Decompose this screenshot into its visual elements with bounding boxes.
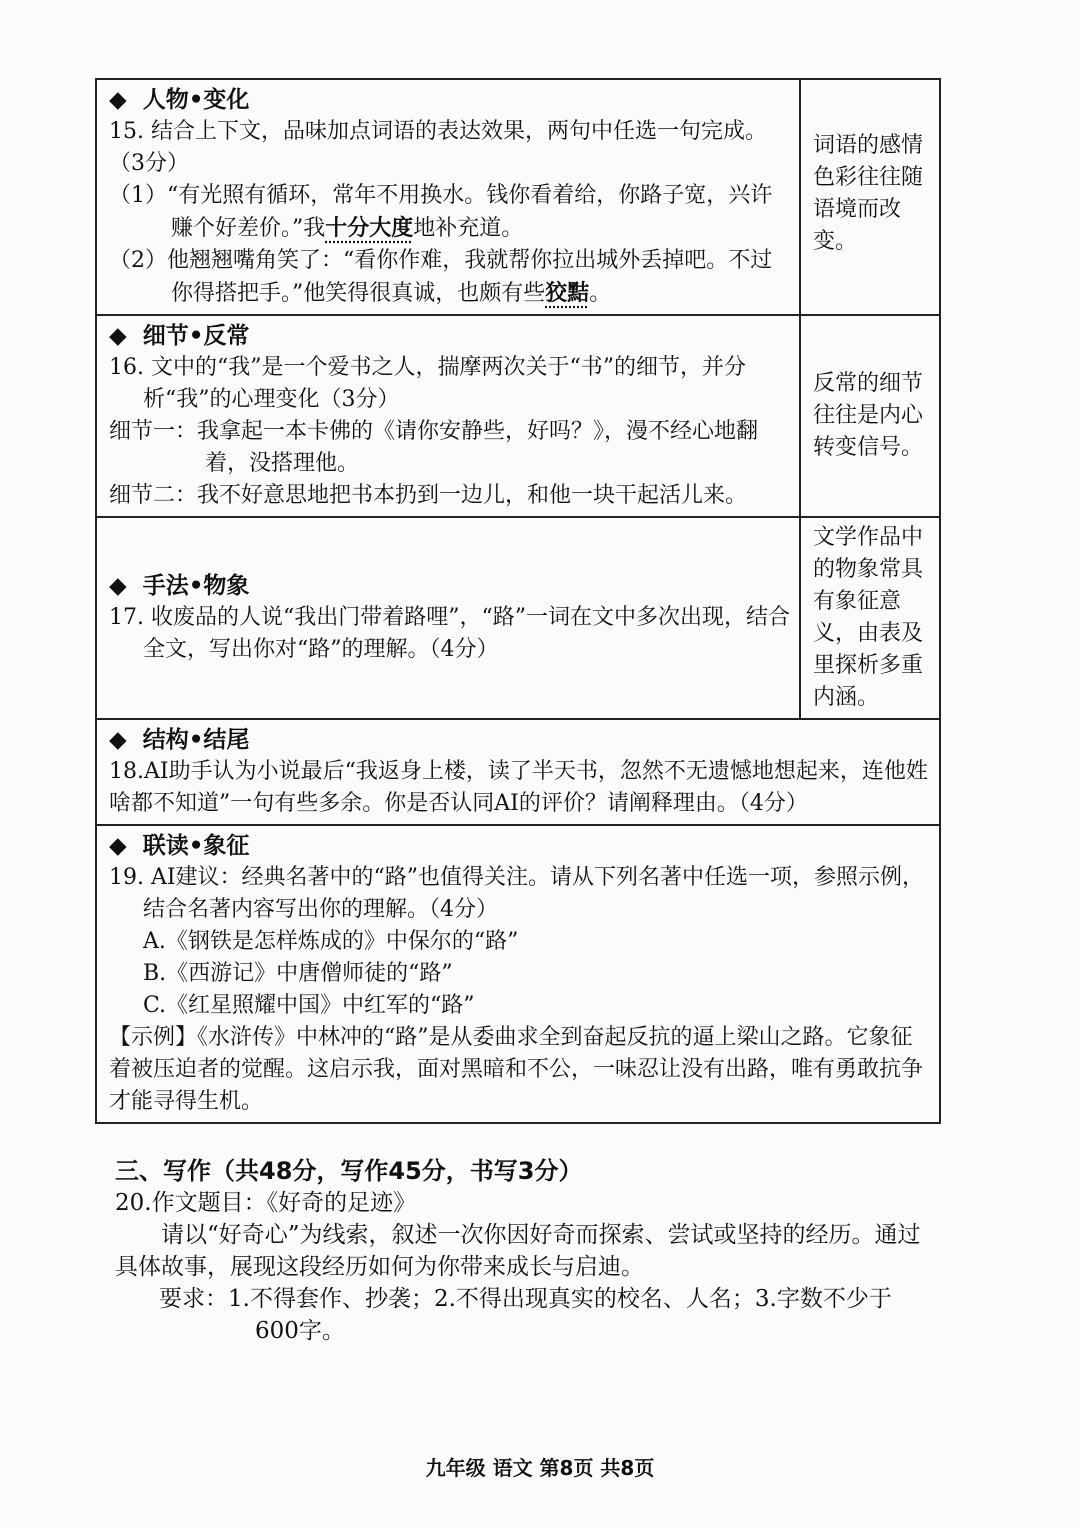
- section-19-row: [97, 824, 939, 1122]
- section-heading: ◆ 人物•变化: [109, 87, 250, 113]
- section-heading: ◆ 联读•象征: [109, 833, 250, 859]
- question-15: 15. 结合上下文，品味加点词语的表达效果，两句中任选一句完成。（3分）: [109, 119, 767, 176]
- question-18: 18.AI助手认为小说最后“我返身上楼，读了半天书，忽然不无遗憾地想起来，连他姓啥都不知道”一句有些多余。你是否认同AI的评价？请阐释理由。（4分）: [109, 759, 928, 816]
- option-b: B.《西游记》中唐僧师徒的“路”: [143, 961, 453, 986]
- writing-topic: 20.作文题目：《好奇的足迹》: [115, 1190, 417, 1216]
- section-16-main: [97, 316, 799, 516]
- question-16: 16. 文中的“我”是一个爱书之人，揣摩两次关于“书”的细节，并分析“我”的心理变化（3分）: [109, 355, 746, 412]
- question-16-detail-2: 细节二：我不好意思地把书本扔到一边儿，和他一块干起活儿来。: [109, 483, 748, 508]
- dotted-word: 狡黠: [545, 280, 590, 306]
- option-a: A.《钢铁是怎样炼成的》中保尔的“路”: [143, 929, 519, 954]
- diamond-icon: ◆: [109, 323, 127, 349]
- question-15-item-2: （2）他翘翘嘴角笑了：“看你作难，我就帮你拉出城外丢掉吧。不过你得搭把手。”他笑得很真诚，也颇有些狡黠。: [109, 248, 773, 306]
- question-15-item-1: （1）“有光照有循环，常年不用换水。钱你看着给，你路子宽，兴许赚个好差价。”我十分大度地补充道。: [109, 183, 773, 241]
- question-17: 17. 收废品的人说“我出门带着路哩”，“路”一词在文中多次出现，结合全文，写出你对“路”的理解。（4分）: [109, 605, 790, 662]
- question-19: 19. AI建议：经典名著中的“路”也值得关注。请从下列名著中任选一项，参照示例，结合名著内容写出你的理解。（4分）: [109, 865, 925, 922]
- writing-prompt: 请以“好奇心”为线索，叙述一次你因好奇而探索、尝试或坚持的经历。通过具体故事，展现这段经历如何为你带来成长与启迪。: [115, 1222, 921, 1280]
- section-19-main: [97, 826, 939, 1122]
- section-17-main: [97, 518, 799, 718]
- section-18-row: [97, 718, 939, 824]
- writing-section: [115, 1155, 935, 1347]
- section-heading: ◆ 结构•结尾: [109, 727, 250, 753]
- writing-title: 三、写作（共48分，写作45分，书写3分）: [115, 1157, 583, 1185]
- section-16-row: [97, 314, 939, 516]
- section-15-tip: 词语的感情色彩往往随语境而改变。: [799, 80, 939, 314]
- dotted-word: 十分大度: [325, 215, 414, 241]
- section-18-main: [97, 720, 939, 824]
- question-16-detail-1: 细节一：我拿起一本卡佛的《请你安静些，好吗？》，漫不经心地翻着，没搭理他。: [109, 419, 759, 476]
- diamond-icon: ◆: [109, 833, 127, 859]
- diamond-icon: ◆: [109, 727, 127, 753]
- section-16-tip: 反常的细节往往是内心转变信号。: [799, 316, 939, 516]
- diamond-icon: ◆: [109, 87, 127, 113]
- diamond-icon: ◆: [109, 573, 127, 599]
- section-17-row: [97, 516, 939, 718]
- page-footer: 九年级 语文 第8页 共8页: [425, 1456, 655, 1480]
- section-17-tip: 文学作品中的物象常具有象征意义，由表及里探析多重内涵。: [799, 518, 939, 718]
- option-c: C.《红星照耀中国》中红军的“路”: [143, 993, 475, 1018]
- section-15-row: [97, 80, 939, 314]
- example-text: 【示例】《水浒传》中林冲的“路”是从委曲求全到奋起反抗的逼上梁山之路。它象征着被压迫者的觉醒。这启示我，面对黑暗和不公，一味忍让没有出路，唯有勇敢抗争才能寻得生机。: [109, 1025, 924, 1114]
- writing-requirements: 要求：1.不得套作、抄袭；2.不得出现真实的校名、人名；3.字数不少于600字。: [159, 1286, 892, 1344]
- section-15-main: [97, 80, 799, 314]
- section-heading: ◆ 细节•反常: [109, 323, 250, 349]
- question-table: [95, 78, 941, 1124]
- section-heading: ◆ 手法•物象: [109, 573, 250, 599]
